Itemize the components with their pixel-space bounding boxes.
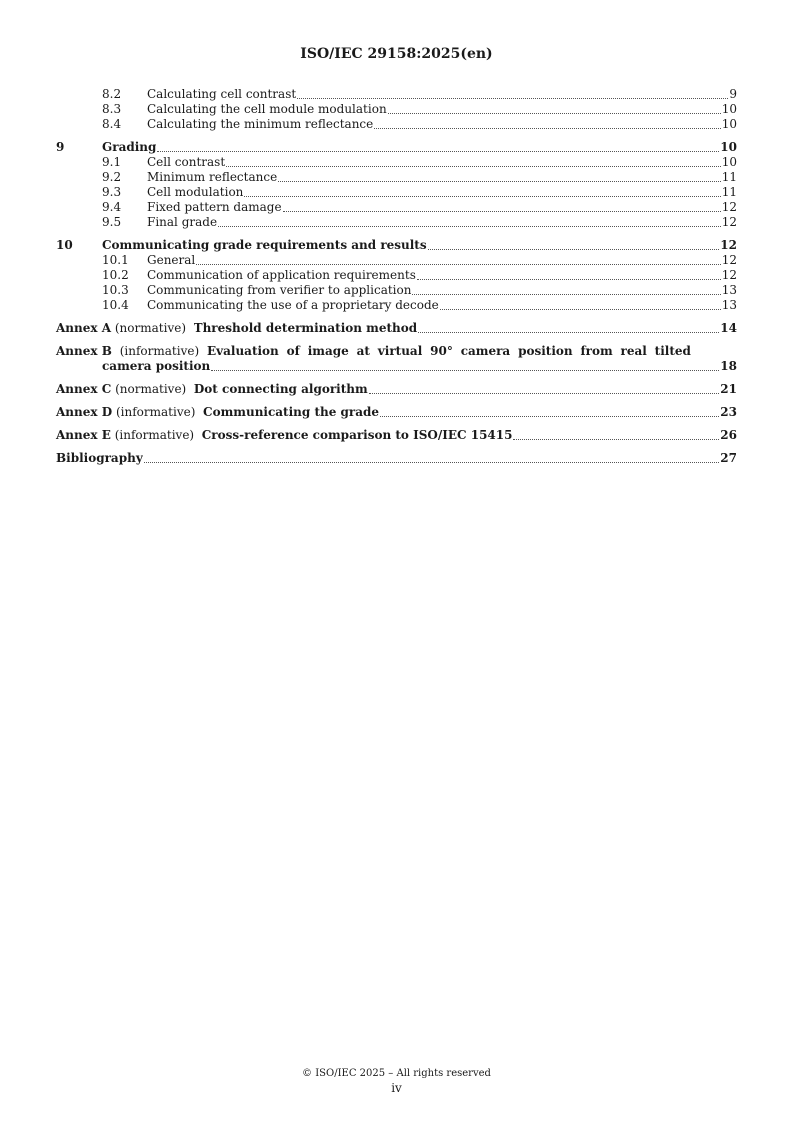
- dot-leader: [412, 293, 720, 295]
- toc-title: Cell contrast: [147, 155, 226, 169]
- toc-number: 10.4: [102, 298, 129, 312]
- dot-leader: [428, 248, 720, 250]
- toc-number: 9.4: [102, 200, 122, 214]
- toc-title: Minimum reflectance: [147, 170, 278, 184]
- dot-leader: [374, 127, 720, 129]
- toc-number: 8.2: [102, 87, 122, 101]
- annex-kind: (normative): [115, 382, 187, 396]
- toc-number: 9.3: [102, 185, 122, 199]
- toc-number: 9.5: [102, 215, 122, 229]
- toc-page: 27: [720, 451, 737, 465]
- toc-title: Bibliography: [56, 451, 143, 465]
- dot-leader: [226, 165, 721, 167]
- toc-title: Communicating grade requirements and results: [102, 238, 427, 252]
- annex-label: Annex D: [56, 405, 113, 419]
- annex-kind: (informative): [115, 405, 196, 419]
- toc-title: Communicating the use of a proprietary decode: [147, 298, 439, 312]
- toc-entry-annex-e[interactable]: [56, 428, 737, 443]
- toc-title: Calculating the minimum reflectance: [147, 117, 374, 131]
- annex-kind: (informative): [114, 428, 195, 442]
- toc-entry-annex-d[interactable]: [56, 405, 737, 420]
- toc-page: 18: [720, 359, 737, 373]
- annex-label: Annex E: [56, 428, 111, 442]
- toc-number: 8.4: [102, 117, 122, 131]
- dot-leader: [283, 210, 721, 212]
- toc-page: 12: [720, 238, 737, 252]
- toc-entry-annex-c[interactable]: [56, 382, 737, 397]
- toc-title: Cell modulation: [147, 185, 244, 199]
- annex-title: Cross-reference comparison to ISO/IEC 15415: [201, 428, 513, 442]
- toc-entry-9-5[interactable]: [56, 215, 737, 230]
- annex-title: Dot connecting algorithm: [193, 382, 368, 396]
- toc-page: 11: [721, 170, 737, 184]
- toc-page: 23: [720, 405, 737, 419]
- toc-title: Communication of application requirements: [147, 268, 416, 282]
- toc-title: Calculating the cell module modulation: [147, 102, 387, 116]
- toc-entry-10-4[interactable]: [56, 298, 737, 313]
- toc-entry-8-2[interactable]: [56, 87, 737, 102]
- annex-title: Threshold determination method: [193, 321, 418, 335]
- toc-entry-9-3[interactable]: [56, 185, 737, 200]
- document-header: ISO/IEC 29158:2025(en): [300, 46, 493, 62]
- toc-title: General: [147, 253, 196, 267]
- copyright-notice: © ISO/IEC 2025 – All rights reserved: [302, 1068, 491, 1079]
- annex-title-word: real: [620, 344, 647, 358]
- annex-label: Annex A: [56, 321, 112, 335]
- toc-page: 13: [721, 298, 737, 312]
- dot-leader: [513, 438, 719, 440]
- toc-number: 10: [56, 238, 73, 252]
- toc-entry-8-3[interactable]: [56, 102, 737, 117]
- annex-title-word: tilted: [654, 344, 691, 358]
- annex-title-word: position: [518, 344, 573, 358]
- dot-leader: [417, 278, 721, 280]
- toc-entry-9[interactable]: [56, 140, 737, 155]
- annex-b-first-line: [56, 344, 737, 359]
- toc-number: 8.3: [102, 102, 122, 116]
- annex-title-word: Evaluation: [207, 344, 279, 358]
- toc-entry-9-4[interactable]: [56, 200, 737, 215]
- annex-title-word: camera: [460, 344, 511, 358]
- toc-number: 9.2: [102, 170, 122, 184]
- toc-number: 10.3: [102, 283, 129, 297]
- toc-number: 10.2: [102, 268, 129, 282]
- dot-leader: [278, 180, 721, 182]
- toc-number: 10.1: [102, 253, 129, 267]
- dot-leader: [418, 331, 719, 333]
- toc-entry-9-2[interactable]: [56, 170, 737, 185]
- annex-title-word: of: [286, 344, 300, 358]
- annex-title-word: from: [580, 344, 613, 358]
- dot-leader: [196, 263, 720, 265]
- toc-entry-annex-a[interactable]: [56, 321, 737, 336]
- toc-page: 26: [720, 428, 737, 442]
- toc-entry-10[interactable]: [56, 238, 737, 253]
- toc-page: 21: [720, 382, 737, 396]
- toc-entry-annex-b[interactable]: [56, 344, 737, 374]
- annex-label: Annex C: [56, 382, 112, 396]
- toc-page: 11: [721, 185, 737, 199]
- annex-title-word: virtual: [377, 344, 423, 358]
- toc-entry-10-3[interactable]: [56, 283, 737, 298]
- toc-entry-10-1[interactable]: [56, 253, 737, 268]
- dot-leader: [380, 415, 719, 417]
- annex-kind: (informative): [119, 344, 200, 358]
- toc-title: Communicating from verifier to application: [147, 283, 412, 297]
- toc-page: 13: [721, 283, 737, 297]
- toc-title: Calculating cell contrast: [147, 87, 297, 101]
- toc-page: 12: [721, 253, 737, 267]
- annex-title: Communicating the grade: [203, 405, 380, 419]
- annex-label: Annex B: [56, 344, 112, 358]
- page-number: iv: [391, 1081, 402, 1095]
- toc-number: 9: [56, 140, 65, 154]
- toc-page: 12: [721, 215, 737, 229]
- toc-page: 10: [721, 117, 737, 131]
- toc-title: Fixed pattern damage: [147, 200, 282, 214]
- page-footer: [0, 1067, 793, 1095]
- toc-page: 10: [721, 155, 737, 169]
- toc-entry-10-2[interactable]: [56, 268, 737, 283]
- dot-leader: [157, 150, 719, 152]
- toc-page: 10: [721, 102, 737, 116]
- toc-page: 12: [721, 268, 737, 282]
- dot-leader: [218, 225, 721, 227]
- toc-entry-bibliography[interactable]: [56, 451, 737, 466]
- dot-leader: [144, 461, 720, 463]
- table-of-contents: [56, 87, 737, 466]
- annex-title-word: 90°: [430, 344, 453, 358]
- dot-leader: [211, 369, 719, 371]
- dot-leader: [369, 392, 720, 394]
- toc-page: 9: [729, 87, 737, 101]
- toc-page: 10: [720, 140, 737, 154]
- toc-page: 14: [720, 321, 737, 335]
- annex-kind: (normative): [114, 321, 187, 335]
- annex-title: camera position: [102, 359, 211, 373]
- annex-title-word: image: [307, 344, 349, 358]
- dot-leader: [244, 195, 720, 197]
- toc-title: Final grade: [147, 215, 218, 229]
- dot-leader: [440, 308, 721, 310]
- toc-entry-8-4[interactable]: [56, 117, 737, 132]
- toc-page: 12: [721, 200, 737, 214]
- toc-entry-9-1[interactable]: [56, 155, 737, 170]
- toc-number: 9.1: [102, 155, 122, 169]
- toc-title: Grading: [102, 140, 157, 154]
- dot-leader: [388, 112, 721, 114]
- dot-leader: [297, 97, 728, 99]
- annex-title-word: at: [356, 344, 370, 358]
- annex-b-second-line: [56, 359, 737, 374]
